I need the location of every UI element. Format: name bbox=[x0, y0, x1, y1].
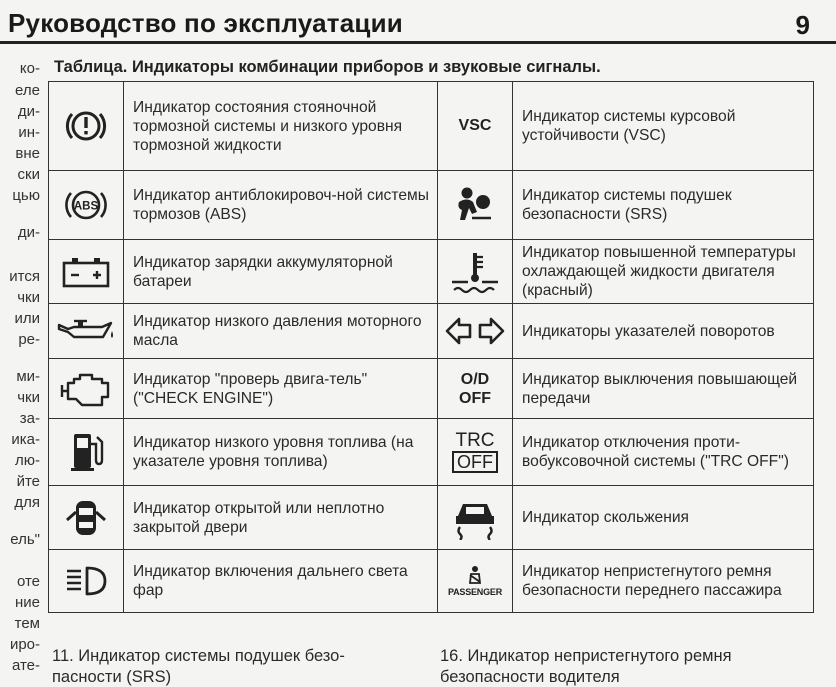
row-6-right-text: Индикатор отключения проти-вобуксовочной системы ("TRC OFF") bbox=[513, 419, 814, 486]
table-row bbox=[49, 171, 814, 240]
row-8-right-text: Индикатор непристегнутого ремня безопасности переднего пассажира bbox=[513, 550, 814, 613]
margin-fragment: лю- bbox=[15, 452, 40, 469]
row-4-right-text: Индикаторы указателей поворотов bbox=[513, 304, 814, 359]
row-7-right-text: Индикатор скольжения bbox=[513, 486, 814, 550]
open-door-icon bbox=[49, 486, 124, 550]
high-beam-icon bbox=[49, 550, 124, 613]
od-off-icon bbox=[438, 359, 513, 419]
margin-fragment: ди- bbox=[17, 103, 40, 120]
row-5-right-text: Индикатор выключения повышающей передачи bbox=[513, 359, 814, 419]
slip-icon bbox=[438, 486, 513, 550]
fuel-icon bbox=[49, 419, 124, 486]
table-row bbox=[49, 486, 814, 550]
indicator-table bbox=[48, 81, 814, 613]
vsc-icon-label: VSC bbox=[458, 117, 492, 134]
page-number: 9 bbox=[795, 10, 810, 40]
battery-icon bbox=[49, 240, 124, 304]
margin-fragment: ди- bbox=[17, 224, 40, 241]
check-engine-icon bbox=[49, 359, 124, 419]
margin-fragment: еле bbox=[15, 82, 40, 99]
oil-pressure-icon bbox=[49, 304, 124, 359]
margin-fragment: или bbox=[14, 310, 40, 327]
margin-fragment: цью bbox=[12, 187, 40, 204]
page-title: Руководство по эксплуатации bbox=[8, 8, 403, 38]
turn-signal-icon bbox=[438, 304, 513, 359]
row-3-left-text: Индикатор зарядки аккумуляторной батареи bbox=[124, 240, 438, 304]
margin-fragment: за- bbox=[19, 410, 40, 427]
vsc-icon bbox=[438, 82, 513, 171]
trc-off-icon-label: TRC bbox=[455, 430, 495, 451]
bottom-text-left-2: пасности (SRS) bbox=[52, 668, 172, 686]
row-5-left-text: Индикатор "проверь двига-тель" ("CHECK ENGINE") bbox=[124, 359, 438, 419]
margin-fragment: йте bbox=[16, 473, 40, 490]
table-row bbox=[49, 82, 814, 171]
margin-fragment: вне bbox=[15, 145, 40, 162]
margin-fragment: ин- bbox=[18, 124, 40, 141]
passenger-seatbelt-icon bbox=[438, 550, 513, 613]
table-row bbox=[49, 304, 814, 359]
table-row bbox=[49, 240, 814, 304]
bottom-text-left: 11. Индикатор системы подушек безо- bbox=[52, 647, 345, 665]
page-header bbox=[0, 0, 836, 40]
trc-off-icon bbox=[438, 419, 513, 486]
margin-fragment: чки bbox=[17, 289, 40, 306]
table-caption: Таблица. Индикаторы комбинации приборов и звуковые сигналы. bbox=[54, 58, 601, 76]
row-4-left-text: Индикатор низкого давления моторного масла bbox=[124, 304, 438, 359]
table-row bbox=[49, 359, 814, 419]
bottom-text-right-2: безопасности водителя bbox=[440, 668, 620, 686]
coolant-temperature-icon bbox=[438, 240, 513, 304]
left-margin-fragments bbox=[0, 46, 44, 676]
row-2-right-text: Индикатор системы подушек безопасности (SRS) bbox=[513, 171, 814, 240]
margin-fragment: тем bbox=[14, 615, 40, 632]
row-6-left-text: Индикатор низкого уровня топлива (на указателе уровня топлива) bbox=[124, 419, 438, 486]
passenger-seatbelt-icon-label: PASSENGER bbox=[447, 586, 503, 597]
margin-fragment: ко- bbox=[19, 60, 40, 77]
brake-warning-icon bbox=[49, 82, 124, 171]
bottom-text-right: 16. Индикатор непристегнутого ремня bbox=[440, 647, 732, 665]
row-7-left-text: Индикатор открытой или неплотно закрытой двери bbox=[124, 486, 438, 550]
margin-fragment: иро- bbox=[9, 636, 40, 653]
header-rule bbox=[0, 41, 836, 44]
table-row bbox=[49, 550, 814, 613]
margin-fragment: ится bbox=[9, 268, 40, 285]
od-off-icon-label-2: OFF bbox=[459, 389, 491, 407]
margin-fragment: ре- bbox=[18, 331, 40, 348]
margin-fragment: ски bbox=[17, 166, 40, 183]
margin-fragment: чки bbox=[17, 389, 40, 406]
margin-fragment: ми- bbox=[16, 368, 40, 385]
row-2-left-text: Индикатор антиблокировоч-ной системы тормозов (ABS) bbox=[124, 171, 438, 240]
margin-fragment: ате- bbox=[11, 657, 40, 674]
row-8-left-text: Индикатор включения дальнего света фар bbox=[124, 550, 438, 613]
margin-fragment: для bbox=[14, 494, 40, 511]
margin-fragment: ние bbox=[14, 594, 40, 611]
margin-fragment: оте bbox=[16, 573, 40, 590]
table-row bbox=[49, 419, 814, 486]
row-1-right-text: Индикатор системы курсовой устойчивости (VSC) bbox=[513, 82, 814, 171]
trc-off-icon-label-2: OFF bbox=[452, 451, 498, 473]
airbag-icon bbox=[438, 171, 513, 240]
row-3-right-text: Индикатор повышенной температуры охлаждающей жидкости двигателя (красный) bbox=[513, 240, 814, 304]
row-1-left-text: Индикатор состояния стояночной тормозной системы и низкого уровня тормозной жидкости bbox=[124, 82, 438, 171]
margin-fragment: ель" bbox=[10, 531, 40, 548]
margin-fragment: ика- bbox=[11, 431, 40, 448]
od-off-icon-label: O/D bbox=[460, 370, 490, 388]
abs-icon-label: ABS bbox=[73, 200, 99, 213]
abs-icon bbox=[49, 171, 124, 240]
